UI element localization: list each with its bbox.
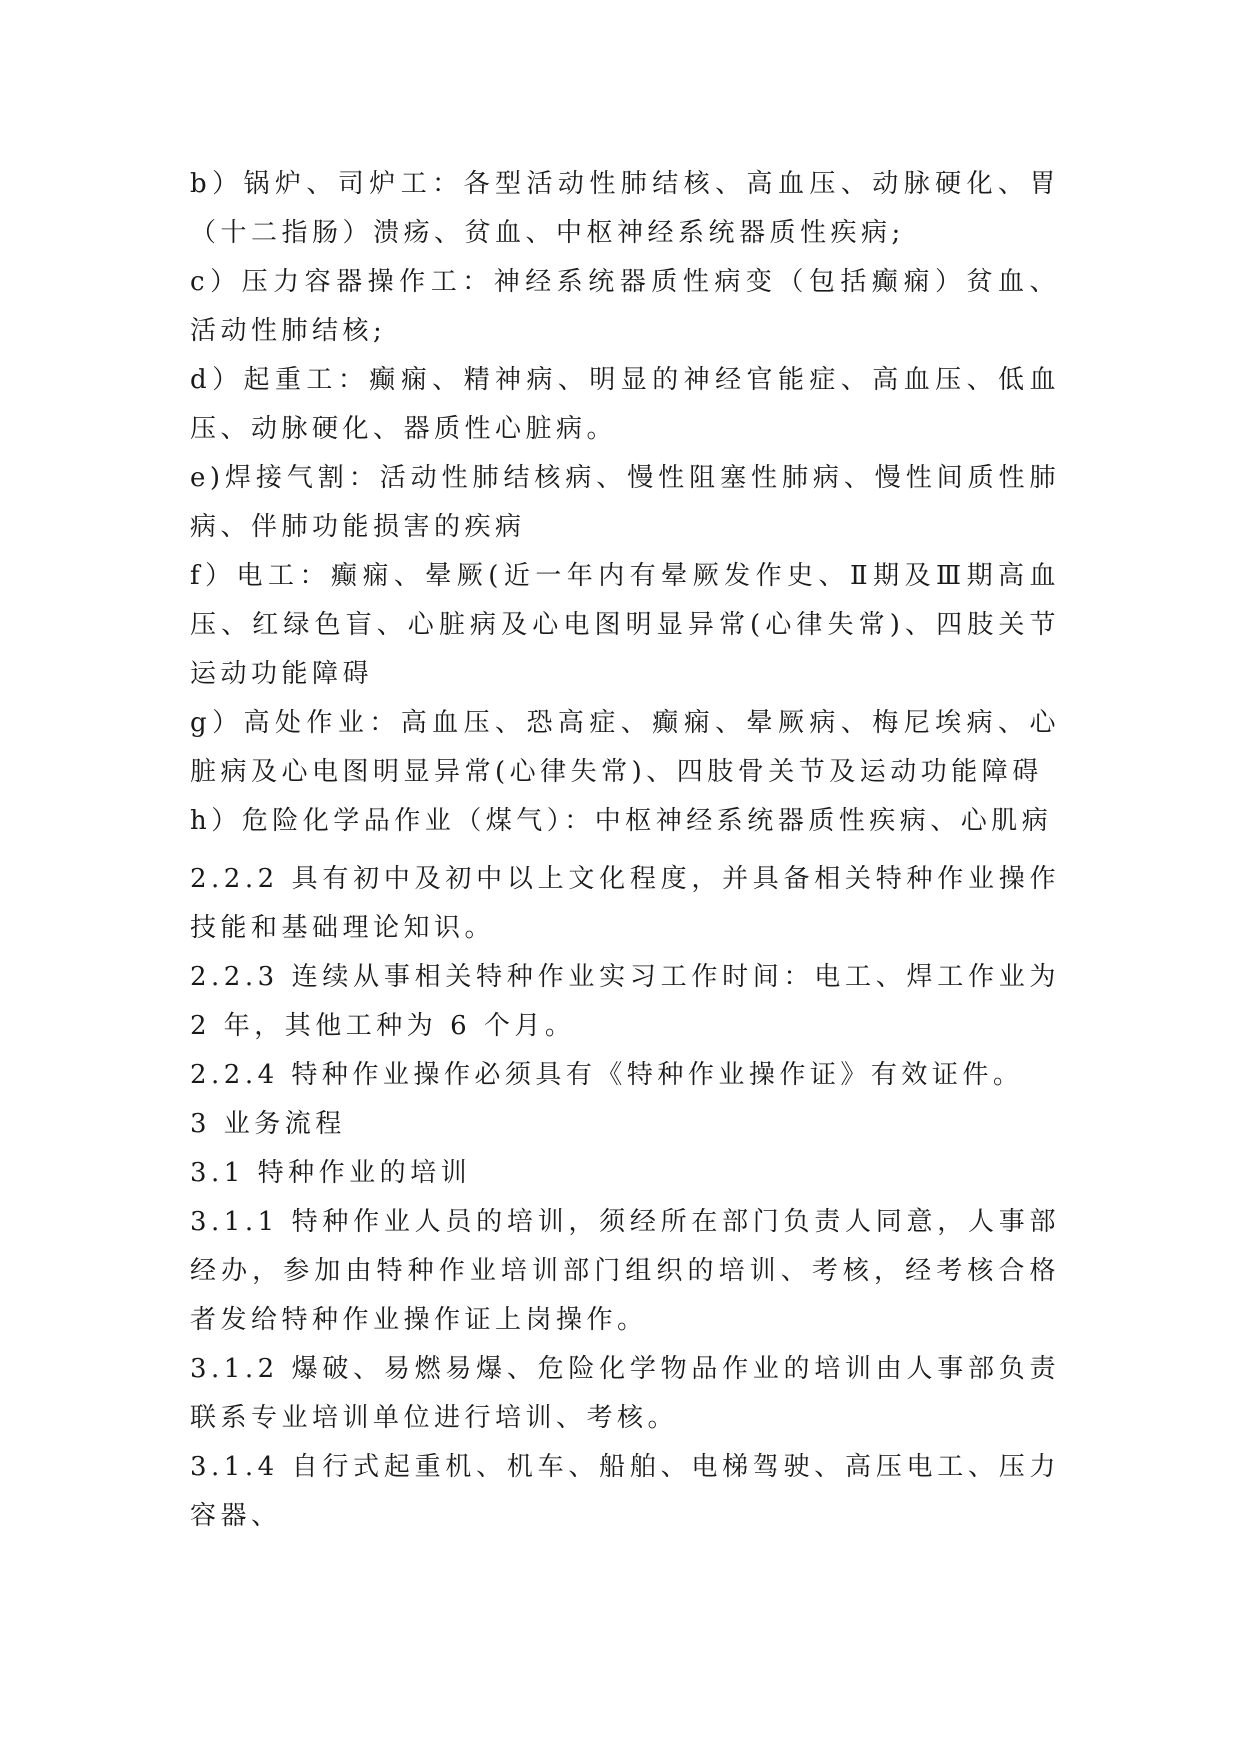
paragraph-welding: e)焊接气割：活动性肺结核病、慢性阻塞性肺病、慢性间质性肺病、伴肺功能损害的疾病 — [190, 463, 1060, 542]
document-body — [190, 160, 1060, 1541]
paragraph-electrician: f）电工：癫痫、晕厥(近一年内有晕厥发作史、Ⅱ期及Ⅲ期高血压、红绿色盲、心脏病及心电图明显异常(心律失常)、四肢关节运动功能障碍 — [190, 561, 1060, 689]
paragraph-boiler-worker: b）锅炉、司炉工：各型活动性肺结核、高血压、动脉硬化、胃（十二指肠）溃疡、贫血、中枢神经系统器质性疾病; — [190, 169, 1060, 248]
paragraph-crane-operator: d）起重工：癫痫、精神病、明显的神经官能症、高血压、低血压、动脉硬化、器质性心脏病。 — [190, 365, 1060, 444]
paragraph-internship-period: 2.2.3 连续从事相关特种作业实习工作时间：电工、焊工作业为 2 年，其他工种为 6 个月。 — [190, 962, 1060, 1041]
paragraph-pressure-vessel: c）压力容器操作工：神经系统器质性病变（包括癫痫）贫血、活动性肺结核; — [190, 267, 1060, 346]
section-heading-training: 3.1 特种作业的培训 — [190, 1158, 472, 1188]
paragraph-vehicle-operators: 3.1.4 自行式起重机、机车、船舶、电梯驾驶、高压电工、压力容器、 — [190, 1452, 1060, 1531]
paragraph-explosives-training: 3.1.2 爆破、易燃易爆、危险化学物品作业的培训由人事部负责联系专业培训单位进行培训、考核。 — [190, 1354, 1060, 1433]
paragraph-work-at-height: g）高处作业：高血压、恐高症、癫痫、晕厥病、梅尼埃病、心脏病及心电图明显异常(心律失常)、四肢骨关节及运动功能障碍 — [190, 708, 1060, 787]
section-heading-business-process: 3 业务流程 — [190, 1109, 346, 1139]
paragraph-training-procedure: 3.1.1 特种作业人员的培训，须经所在部门负责人同意，人事部经办，参加由特种作业培训部门组织的培训、考核，经考核合格者发给特种作业操作证上岗操作。 — [190, 1207, 1060, 1335]
paragraph-certificate: 2.2.4 特种作业操作必须具有《特种作业操作证》有效证件。 — [190, 1060, 1024, 1090]
paragraph-hazardous-chemicals: h）危险化学品作业（煤气）：中枢神经系统器质性疾病、心肌病 — [190, 806, 1053, 836]
paragraph-education: 2.2.2 具有初中及初中以上文化程度，并具备相关特种作业操作技能和基础理论知识。 — [190, 864, 1060, 943]
